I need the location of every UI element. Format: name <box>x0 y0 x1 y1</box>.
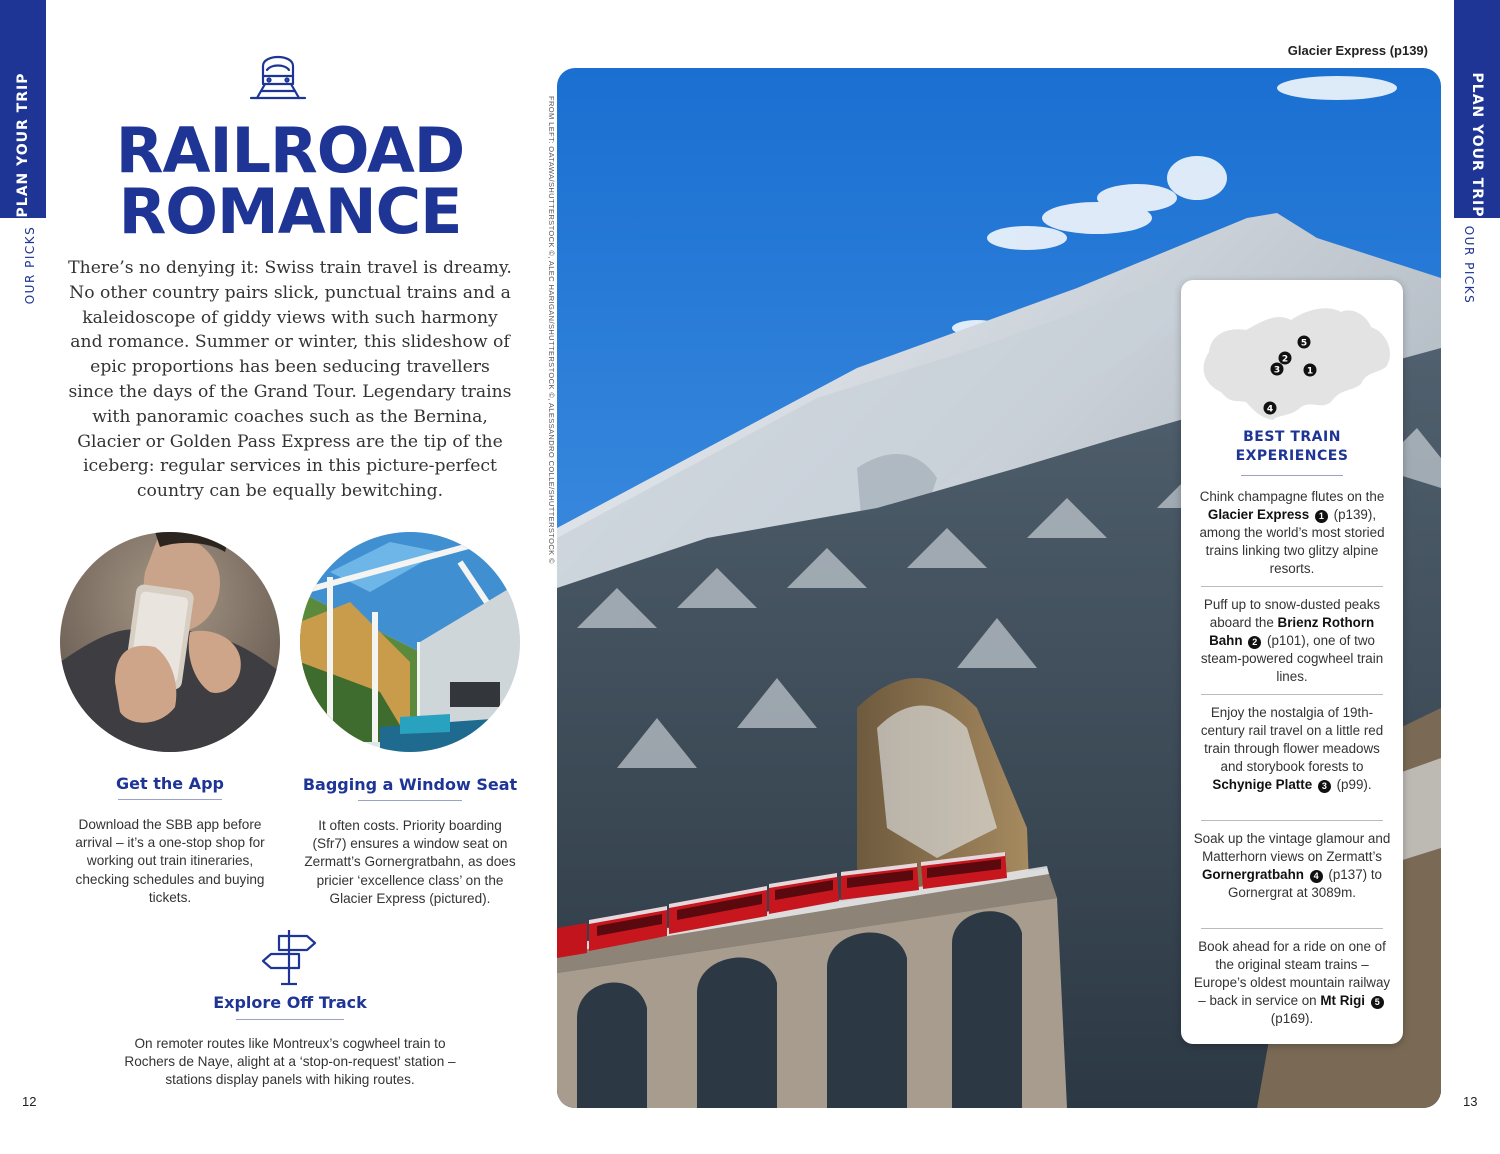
page-number-left: 12 <box>22 1094 37 1109</box>
photo-caption: Glacier Express (p139) <box>1287 43 1428 58</box>
card-divider <box>1201 586 1383 587</box>
phone-app-photo <box>60 532 280 752</box>
tip-heading-explore: Explore Off Track <box>213 993 367 1012</box>
map-marker-3: 3 <box>1273 365 1281 376</box>
card-divider <box>1201 820 1383 821</box>
tip-text-get-app: Download the SBB app before arrival – it’s a one-stop shop for working out train itineraries, checking schedules and buying tickets. <box>75 817 265 905</box>
number-badge: 2 <box>1248 636 1261 649</box>
card-title-rule <box>1241 475 1343 476</box>
tip-rule <box>118 799 222 800</box>
tip-heading-get-app: Get the App <box>116 774 224 793</box>
right-tab-sublabel: OUR PICKS <box>1462 225 1476 305</box>
number-badge: 3 <box>1318 780 1331 793</box>
left-tab-sublabel: OUR PICKS <box>23 225 37 305</box>
card-item: Book ahead for a ride on one of the original steam trains – Europe’s oldest mountain railway – back in service on Mt Rigi 5 (p169). <box>1193 939 1391 1027</box>
map-marker-5: 5 <box>1300 338 1308 349</box>
best-train-experiences-card <box>1181 280 1403 1044</box>
card-item: Soak up the vintage glamour and Matterhorn views on Zermatt’s Gornergratbahn 4 (p137) to Gornergrat at 3089m. <box>1193 831 1391 901</box>
number-badge: 5 <box>1371 996 1384 1009</box>
map-marker-1: 1 <box>1306 366 1314 377</box>
tip-rule <box>236 1019 344 1020</box>
card-item: Enjoy the nostalgia of 19th-century rail travel on a little red train through flower meadows and storybook forests to Schynige Platte 3 (p99). <box>1200 705 1384 793</box>
signpost-icon <box>261 928 317 986</box>
page-title-line2: ROMANCE <box>118 175 462 248</box>
number-badge: 4 <box>1310 870 1323 883</box>
switzerland-map-icon <box>1191 292 1396 422</box>
intro-paragraph: There’s no denying it: Swiss train travel is dreamy. No other country pairs slick, punctual trains and a kaleidoscope of giddy views with such harmony and romance. Summer or winter, this slideshow of epic proportions has been seducing travellers since the days of the Grand Tour. Legendary trains with panoramic coaches such as the Bernina, Glacier or Golden Pass Express are the tip of the iceberg: regular services in this picture-perfect country can be equally bewitching. <box>68 258 512 502</box>
card-title-line1: BEST TRAIN <box>1243 429 1341 445</box>
tip-text-window-seat: It often costs. Priority boarding (Sfr7) ensures a window seat on Zermatt’s Gornergratbahn, as does pricier ‘excellence class’ on the Glacier Express (pictured). <box>304 818 516 906</box>
train-front-icon <box>249 44 307 102</box>
window-seat-photo <box>300 532 520 752</box>
photo-credit: FROM LEFT: OATAWA/SHUTTERSTOCK ©, ALEC HARIGAN/SHUTTERSTOCK ©, ALESSANDRO COLLE/SHUTTERSTOCK © <box>547 96 556 564</box>
page-number-right: 13 <box>1463 1094 1478 1109</box>
page-title-line1: RAILROAD <box>115 114 465 187</box>
card-item: Chink champagne flutes on the Glacier Express 1 (p139), among the world’s most storied trains linking two glitzy alpine resorts. <box>1199 489 1385 577</box>
left-tab-label: PLAN YOUR TRIP <box>15 72 31 218</box>
map-marker-4: 4 <box>1266 404 1274 415</box>
tip-heading-window-seat: Bagging a Window Seat <box>302 775 518 794</box>
card-divider <box>1201 928 1383 929</box>
card-title <box>1181 428 1403 466</box>
right-tab-label: PLAN YOUR TRIP <box>1469 72 1485 218</box>
tip-text-explore: On remoter routes like Montreux’s cogwheel train to Rochers de Naye, alight at a ‘stop-on-request’ station – stations display panels with hiking routes. <box>124 1036 456 1088</box>
tip-rule <box>358 800 462 801</box>
card-divider <box>1201 694 1383 695</box>
card-item: Puff up to snow-dusted peaks aboard the Brienz Rothorn Bahn 2 (p101), one of two steam-powered cogwheel train lines. <box>1200 597 1384 685</box>
map-marker-2: 2 <box>1281 354 1289 365</box>
card-title-line2: EXPERIENCES <box>1235 448 1349 464</box>
number-badge: 1 <box>1315 510 1328 523</box>
